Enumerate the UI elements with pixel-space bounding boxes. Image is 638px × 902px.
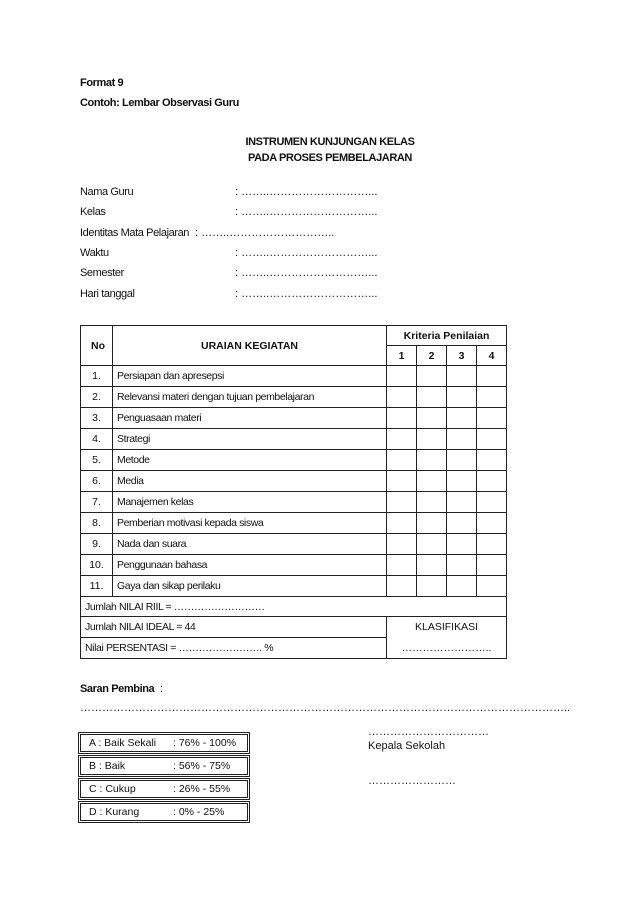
score-cell[interactable] [417,555,447,576]
score-cell[interactable] [477,513,507,534]
score-cell[interactable] [417,366,447,387]
score-cell[interactable] [387,534,417,555]
score-cell[interactable] [387,513,417,534]
grade-range: : 76% - 100% [173,737,237,749]
grade-range: : 26% - 55% [173,783,231,795]
score-cell[interactable] [417,492,447,513]
header-criteria: Kriteria Penilaian [387,326,507,346]
score-header-1: 1 [387,346,417,366]
grade-range: : 56% - 75% [173,760,231,772]
row-number: 3. [81,408,113,429]
score-cell[interactable] [387,450,417,471]
row-number: 7. [81,492,113,513]
score-cell[interactable] [447,492,477,513]
score-cell[interactable] [477,450,507,471]
score-cell[interactable] [417,513,447,534]
field-value-semester[interactable]: : ……..………………………... [235,267,378,279]
score-cell[interactable] [387,408,417,429]
example-label: Contoh: Lembar Observasi Guru [80,97,239,109]
klasifikasi-label: KLASIFIKASI [387,617,507,638]
grade-range: : 0% - 25% [173,806,225,818]
score-cell[interactable] [417,576,447,597]
score-cell[interactable] [477,534,507,555]
row-activity: Manajemen kelas [113,492,387,513]
score-cell[interactable] [387,492,417,513]
score-cell[interactable] [447,366,477,387]
classification-box-b [80,757,248,775]
row-number: 4. [81,429,113,450]
table-row [81,534,507,555]
score-cell[interactable] [447,471,477,492]
nilai-riil: Jumlah NILAI RIIL = ……………………… [81,597,507,617]
score-cell[interactable] [447,450,477,471]
grade-label: C : Cukup [89,783,136,795]
row-number: 10. [81,555,113,576]
score-cell[interactable] [417,471,447,492]
klasifikasi-value[interactable]: …………………….. [387,638,507,659]
score-cell[interactable] [447,408,477,429]
signature-line-bottom[interactable]: …………………… [368,775,456,787]
observation-table [80,325,507,659]
row-number: 5. [81,450,113,471]
saran-colon: : [160,683,164,695]
field-value-kelas[interactable]: : ……..………………………... [235,206,378,218]
score-header-4: 4 [477,346,507,366]
table-row [81,555,507,576]
field-value-hari-tanggal[interactable]: : ……..………………………... [235,288,378,300]
score-cell[interactable] [477,429,507,450]
grade-label: A : Baik Sekali [89,737,157,749]
row-activity: Gaya dan sikap perilaku [113,576,387,597]
saran-line[interactable]: …………………………………………………………………………………………………………………….. [80,702,571,714]
table-row [81,471,507,492]
row-number: 9. [81,534,113,555]
field-value-mapel[interactable]: : ……..……………………….. [195,227,335,239]
nilai-ideal: Jumlah NILAI IDEAL = 44 [81,617,387,638]
field-value-waktu[interactable]: : ……..………………………... [235,247,378,259]
field-label-kelas: Kelas [80,206,106,218]
row-activity: Metode [113,450,387,471]
score-cell[interactable] [477,555,507,576]
table-row [81,513,507,534]
table-row [81,492,507,513]
table-row [81,408,507,429]
score-cell[interactable] [447,513,477,534]
score-cell[interactable] [387,387,417,408]
row-activity: Nada dan suara [113,534,387,555]
row-activity: Relevansi materi dengan tujuan pembelajaran [113,387,387,408]
score-cell[interactable] [477,366,507,387]
row-activity: Penguasaan materi [113,408,387,429]
score-cell[interactable] [387,471,417,492]
field-label-semester: Semester [80,267,124,279]
row-number: 11. [81,576,113,597]
score-cell[interactable] [417,450,447,471]
score-cell[interactable] [387,576,417,597]
score-cell[interactable] [447,387,477,408]
table-row [81,576,507,597]
table-row [81,366,507,387]
score-cell[interactable] [447,429,477,450]
row-activity: Penggunaan bahasa [113,555,387,576]
row-number: 6. [81,471,113,492]
row-number: 2. [81,387,113,408]
grade-label: B : Baik [89,760,126,772]
field-value-nama-guru[interactable]: : ……..………………………... [235,186,378,198]
field-label-hari-tanggal: Hari tanggal [80,288,135,300]
header-activity: URAIAN KEGIATAN [113,326,387,366]
row-activity: Pemberian motivasi kepada siswa [113,513,387,534]
title-line-2: PADA PROSES PEMBELAJARAN [248,152,412,164]
score-cell[interactable] [417,408,447,429]
field-label-waktu: Waktu [80,247,109,259]
score-cell[interactable] [387,555,417,576]
score-cell[interactable] [447,534,477,555]
grade-label: D : Kurang [89,806,140,818]
score-cell[interactable] [387,429,417,450]
classification-box-d [80,803,248,821]
score-cell[interactable] [417,534,447,555]
field-label-nama-guru: Nama Guru [80,186,134,198]
field-label-mapel: Identitas Mata Pelajaran [80,227,190,239]
title-line-1: INSTRUMEN KUNJUNGAN KELAS [245,136,415,148]
score-cell[interactable] [477,576,507,597]
saran-label: Saran Pembina [80,683,155,695]
table-row [81,450,507,471]
score-cell[interactable] [477,408,507,429]
signature-line-top: …………………………… [368,726,489,738]
score-cell[interactable] [417,387,447,408]
row-activity: Strategi [113,429,387,450]
score-cell[interactable] [447,576,477,597]
row-number: 8. [81,513,113,534]
table-row [81,387,507,408]
row-activity: Persiapan dan apresepsi [113,366,387,387]
score-header-3: 3 [447,346,477,366]
signature-title: Kepala Sekolah [368,740,446,752]
classification-box-a [80,734,248,752]
score-cell[interactable] [477,492,507,513]
score-cell[interactable] [477,471,507,492]
score-cell[interactable] [447,555,477,576]
score-header-2: 2 [417,346,447,366]
score-cell[interactable] [417,429,447,450]
classification-box-c [80,780,248,798]
table-row [81,429,507,450]
row-activity: Media [113,471,387,492]
format-label: Format 9 [80,77,124,89]
nilai-persentasi: Nilai PERSENTASI = ……………………. % [81,638,387,659]
score-cell[interactable] [387,366,417,387]
header-no: No [81,326,113,366]
row-number: 1. [81,366,113,387]
score-cell[interactable] [477,387,507,408]
